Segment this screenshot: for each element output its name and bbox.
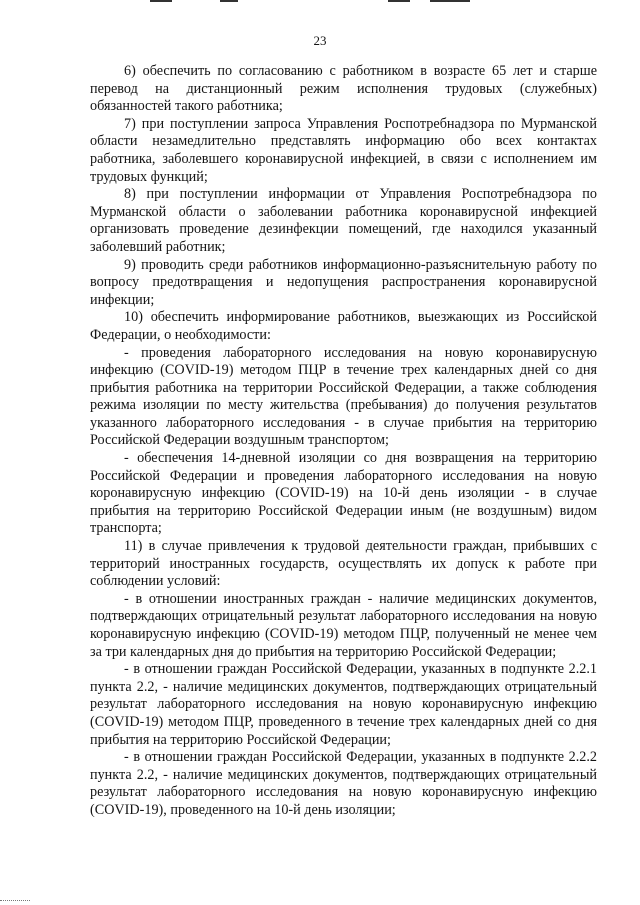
scan-edge-mark — [150, 0, 172, 2]
paragraph-item-10-other-travel: - обеспечения 14-дневной изоляции со дня возвращения на территорию Российской Федерации и проведения лабораторного исследования на новую коронавирусную инфекцию (COVID-19) на 10-й день изоляции - в случае прибытия на территорию Российской Федерации иным (не воздушным) видом транспорта; — [90, 450, 597, 537]
paragraph-item-11-citizens-2-2-2: - в отношении граждан Российской Федерации, указанных в подпункте 2.2.2 пункта 2.2, - наличие медицинских документов, подтверждающих отрицательный результат лабораторного исследования на новую коронавирусную инфекцию (COVID-19), проведенного на 10-й день изоляции; — [90, 749, 597, 818]
paragraph-item-9: 9) проводить среди работников информационно-разъяснительную работу по вопросу предотвращения и недопущения распространения коронавирусной инфекции; — [90, 256, 597, 308]
paragraph-item-11-foreign-citizens: - в отношении иностранных граждан - наличие медицинских документов, подтверждающих отрицательный результат лабораторного исследования на новую коронавирусную инфекцию (COVID-19) методом ПЦР, полученный не менее чем за три календарных дня до прибытия на территорию Российской Федерации; — [90, 590, 597, 660]
page-number: 23 — [313, 33, 327, 48]
paragraph-item-6: 6) обеспечить по согласованию с работником в возрасте 65 лет и старше перевод на дистанционный режим исполнения трудовых (служебных) обязанностей такого работника; — [90, 63, 597, 115]
paragraph-item-11-citizens-2-2-1: - в отношении граждан Российской Федерации, указанных в подпункте 2.2.1 пункта 2.2, - наличие медицинских документов, подтверждающих отрицательный результат лабораторного исследования на новую коронавирусную инфекцию (COVID-19) методом ПЦР, проведенного в течение трех календарных дней со дня прибытия на территорию Российской Федерации; — [90, 661, 597, 748]
paragraph-item-10: 10) обеспечить информирование работников, выезжающих из Российской Федерации, о необходимости: — [90, 309, 597, 343]
document-body — [90, 63, 597, 820]
paragraph-item-10-air-travel: - проведения лабораторного исследования на новую коронавирусную инфекцию (COVID-19) методом ПЦР в течение трех календарных дней со дня прибытия работника на территории Российской Федерации, а также соблюдения режима изоляции по месту жительства (пребывания) до получения результатов указанного лабораторного исследования - в случае прибытия на территорию Российской Федерации воздушным транспортом; — [90, 344, 597, 449]
scan-edge-mark — [220, 0, 238, 2]
paragraph-item-7: 7) при поступлении запроса Управления Роспотребнадзора по Мурманской области незамедлительно представлять информацию обо всех контактах работника, заболевшего коронавирусной инфекцией, в связи с исполнением им трудовых функций; — [90, 115, 597, 185]
scan-edge-mark — [388, 0, 410, 2]
scan-edge-mark — [430, 0, 470, 2]
paragraph-item-11: 11) в случае привлечения к трудовой деятельности граждан, прибывших с территорий иностранных государств, осуществлять их допуск к работе при соблюдении условий: — [90, 538, 597, 590]
paragraph-item-8: 8) при поступлении информации от Управления Роспотребнадзора по Мурманской области о заболевании работника коронавирусной инфекцией организовать проведение дезинфекции помещений, где находился указанный заболевший работник; — [90, 186, 597, 255]
scan-corner-mark — [0, 900, 30, 905]
